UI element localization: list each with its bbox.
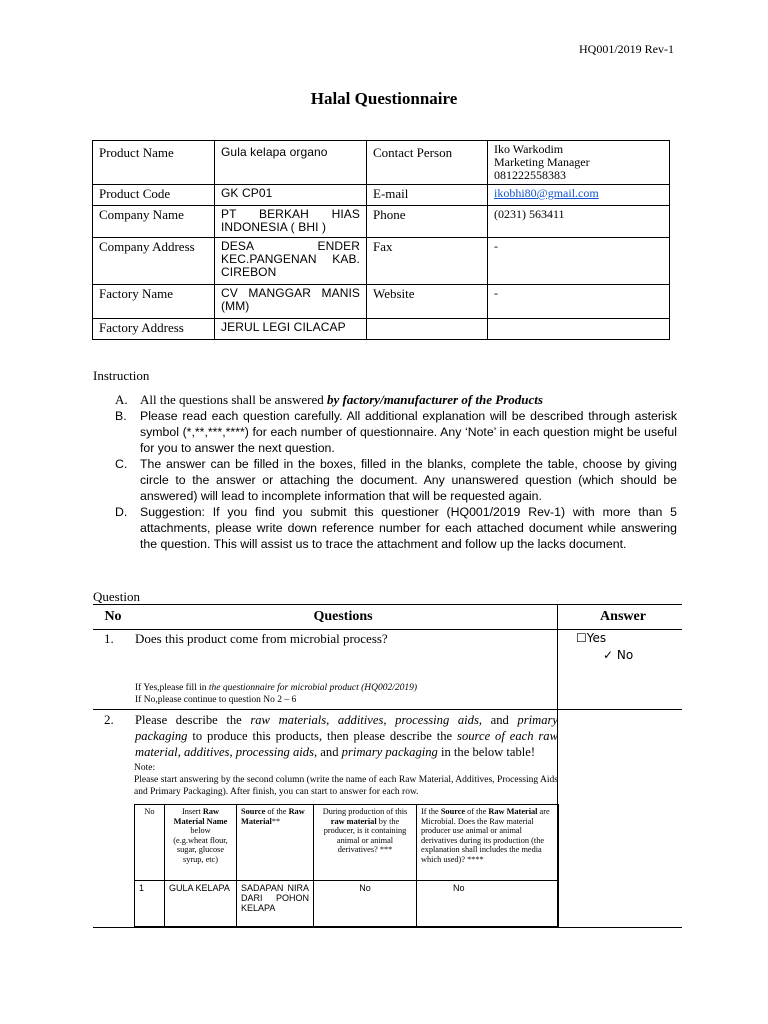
col-header-source: Source of the Raw Material** (237, 805, 314, 881)
product-name-value: Gula kelapa organo (215, 141, 367, 185)
instruction-text: Suggestion: If you find you submit this questioner (HQ001/2019 Rev-1) with more than 5 attachments, please write down reference number for each attached document while answering the question. This will assist us to trace the attachment and follow up the lacks document. (140, 505, 677, 551)
instruction-heading: Instruction (93, 368, 150, 383)
fax-value: - (488, 238, 670, 285)
instruction-text: All the questions shall be answered (140, 392, 328, 407)
product-info-table (92, 140, 670, 340)
row-source: SADAPAN NIRA DARI POHON KELAPA (237, 881, 314, 927)
website-label: Website (367, 285, 488, 319)
contact-person-phone: 081222558383 (494, 168, 566, 182)
row-no: 1 (135, 881, 165, 927)
note-label: Note: (134, 763, 156, 773)
website-value: - (488, 285, 670, 319)
instruction-item (115, 408, 677, 456)
contact-person-name: Iko Warkodim (494, 142, 564, 156)
row-microbial: No (417, 881, 559, 927)
question-note (135, 682, 417, 706)
instruction-marker: B. (115, 409, 127, 423)
factory-address-label: Factory Address (93, 319, 215, 340)
phone-label: Phone (367, 206, 488, 238)
row-animal: No (314, 881, 417, 927)
table-row (135, 881, 559, 927)
header-no: No (104, 609, 122, 624)
company-address-label: Company Address (93, 238, 215, 285)
instruction-marker: D. (115, 505, 128, 519)
col-header-animal: During production of this raw material by the producer, is it containing animal or animal derivatives? *** (314, 805, 417, 881)
company-name-label: Company Name (93, 206, 215, 238)
question-number: 1. (104, 631, 114, 646)
fax-label: Fax (367, 238, 488, 285)
header-answer: Answer (600, 609, 646, 624)
instruction-item (115, 504, 677, 552)
row-material: GULA KELAPA (165, 881, 237, 927)
instruction-marker: C. (115, 457, 128, 471)
col-header-no: No (135, 805, 165, 881)
col-header-material: Insert Raw Material Name below (e.g.wheat flour, sugar, glucose syrup, etc) (165, 805, 237, 881)
page-title: Halal Questionnaire (310, 89, 458, 108)
instruction-item (115, 456, 677, 504)
instruction-item (115, 392, 677, 408)
table-rule (93, 604, 682, 605)
table-rule (93, 709, 682, 710)
email-label: E-mail (367, 185, 488, 206)
table-rule (93, 629, 682, 630)
question-number: 2. (104, 712, 114, 727)
instruction-text: The answer can be filled in the boxes, filled in the blanks, complete the table, choose by giving circle to the answer or attaching the document. Any unanswered question (which should be answered) will lead to incomplete information that will be requested again. (140, 457, 677, 503)
company-address-value: DESA ENDER KEC.PANGENAN KAB. CIREBON (215, 238, 367, 285)
contact-person-role: Marketing Manager (494, 155, 590, 169)
raw-material-table (134, 804, 559, 927)
email-link[interactable]: ikobhi80@gmail.com (494, 186, 599, 200)
contact-person-value (488, 141, 670, 185)
document-id: HQ001/2019 Rev-1 (579, 42, 674, 56)
phone-value: (0231) 563411 (488, 206, 670, 238)
empty-cell (367, 319, 488, 340)
contact-person-label: Contact Person (367, 141, 488, 185)
factory-address-value: JERUL LEGI CILACAP (215, 319, 367, 340)
answer-yes-checkbox[interactable]: ☐Yes (576, 631, 607, 645)
question-heading: Question (93, 589, 140, 604)
company-name-value: PT BERKAH HIAS INDONESIA ( BHI ) (215, 206, 367, 238)
question-text: Does this product come from microbial process? (135, 631, 388, 646)
question-note (134, 762, 558, 798)
question-text: Please describe the raw materials, additives, processing aids, and primary packaging to produce this products, then please describe the source of each raw material, additives, processing aids, and primary packaging in the below table! (135, 713, 559, 759)
instruction-emphasis: by factory/manufacturer of the Products (327, 392, 543, 407)
answer-no-checked[interactable]: ✓ No (603, 648, 634, 662)
note-no: If No,please continue to question No 2 – 6 (135, 695, 297, 705)
instruction-text: Please read each question carefully. All additional explanation will be described through asterisk symbol (*,**,***,****) for each number of questionnaire. Any ‘Note’ in each question might be useful for you to answer the next question. (140, 409, 677, 455)
product-name-label: Product Name (93, 141, 215, 185)
header-questions: Questions (313, 609, 373, 624)
product-code-value: GK CP01 (215, 185, 367, 206)
product-code-label: Product Code (93, 185, 215, 206)
col-header-microbial: If the Source of the Raw Material are Microbial. Does the Raw material producer use animal or animal derivatives during its production (the explanation shall includes the media which used)? **** (417, 805, 559, 881)
note-text: Please start answering by the second column (write the name of each Raw Material, Additives, Processing Aids and Primary Packaging). After finish, you can start to answer for each row. (134, 775, 558, 797)
instruction-list (115, 392, 677, 552)
instruction-marker: A. (115, 392, 128, 407)
table-rule (93, 927, 682, 928)
note-yes: If Yes,please fill in the questionnaire for microbial product (HQ002/2019) (135, 683, 418, 693)
email-value (488, 185, 670, 206)
empty-cell (488, 319, 670, 340)
factory-name-label: Factory Name (93, 285, 215, 319)
factory-name-value: CV MANGGAR MANIS (MM) (215, 285, 367, 319)
